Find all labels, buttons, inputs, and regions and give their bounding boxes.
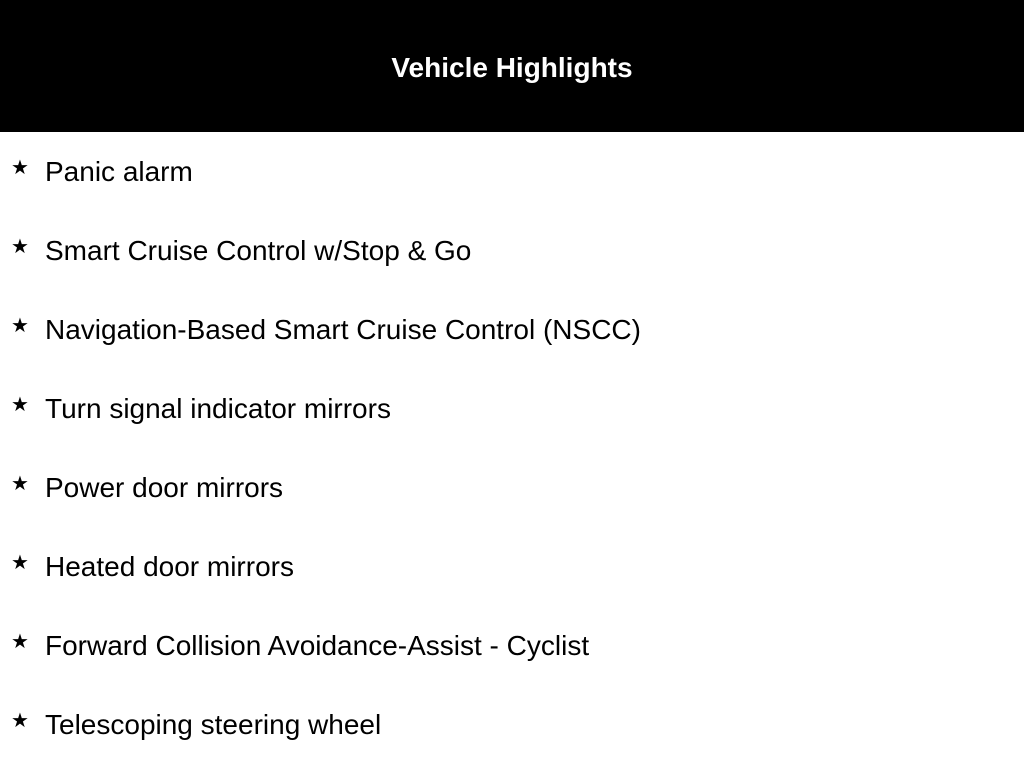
list-item — [0, 389, 1024, 429]
list-item — [0, 547, 1024, 587]
list-item — [0, 468, 1024, 508]
list-item — [0, 310, 1024, 350]
list-item — [0, 626, 1024, 666]
star-icon: ★ — [11, 236, 29, 258]
star-icon: ★ — [11, 394, 29, 416]
header-bar — [0, 0, 1024, 132]
list-item-label: Power door mirrors — [45, 472, 284, 503]
page-title: Vehicle Highlights — [391, 52, 633, 83]
star-icon: ★ — [11, 552, 29, 574]
list-item — [0, 231, 1024, 271]
list-item-label: Navigation-Based Smart Cruise Control (NSCC) — [45, 314, 641, 345]
star-icon: ★ — [11, 315, 29, 337]
list-item-label: Heated door mirrors — [45, 551, 294, 582]
star-icon: ★ — [11, 631, 29, 653]
star-icon: ★ — [11, 473, 29, 495]
list-item-label: Panic alarm — [45, 156, 193, 187]
list-item — [0, 705, 1024, 745]
list-item-label: Smart Cruise Control w/Stop & Go — [45, 235, 472, 266]
list-item-label: Telescoping steering wheel — [45, 709, 382, 740]
highlights-list — [0, 132, 1024, 768]
list-item-label: Forward Collision Avoidance-Assist - Cyclist — [45, 630, 590, 661]
star-icon: ★ — [11, 157, 29, 179]
list-item — [0, 152, 1024, 192]
star-icon: ★ — [11, 710, 29, 732]
list-item-label: Turn signal indicator mirrors — [45, 393, 391, 424]
